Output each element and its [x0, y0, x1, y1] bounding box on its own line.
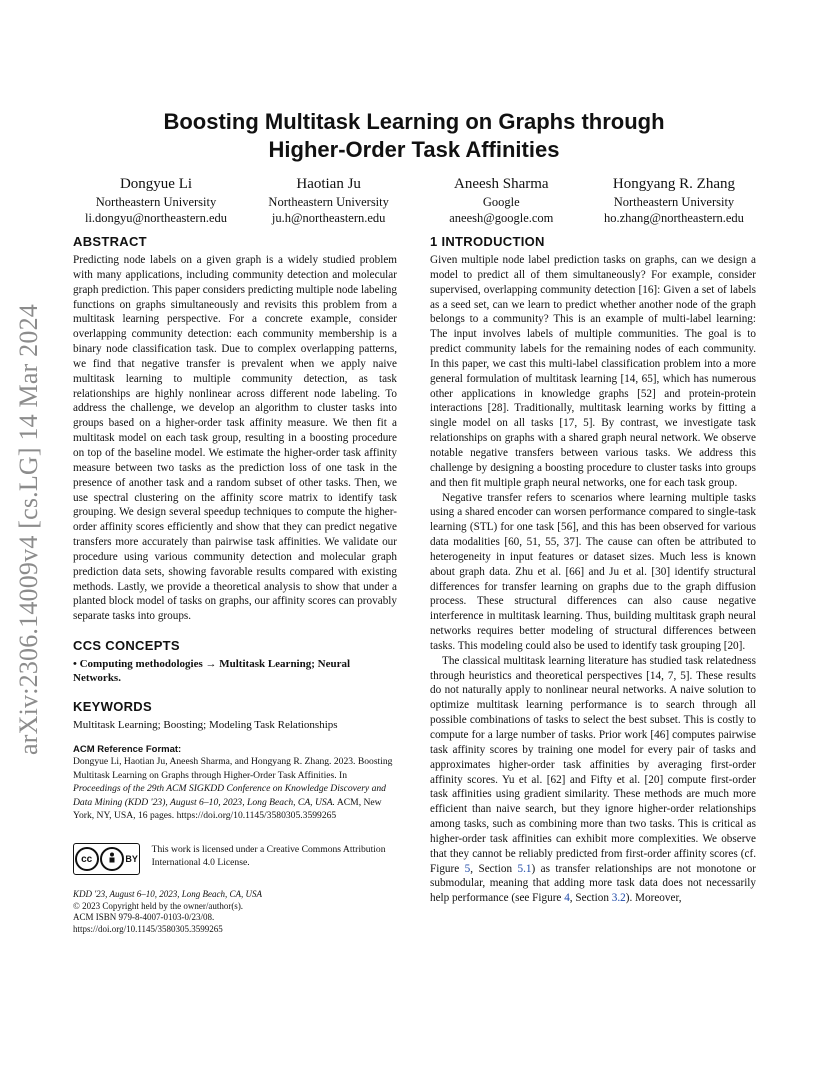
author-block	[70, 174, 242, 226]
intro-p3-part-b: , Section	[470, 862, 518, 875]
author-affiliation: Northeastern University	[268, 195, 389, 209]
author-block	[243, 174, 415, 226]
author-email: ju.h@northeastern.edu	[271, 211, 386, 225]
abstract-heading: ABSTRACT	[73, 234, 147, 249]
by-label: BY	[125, 854, 138, 865]
author-email: ho.zhang@northeastern.edu	[604, 211, 744, 225]
license-block	[73, 843, 397, 875]
author-email: aneesh@google.com	[449, 211, 554, 225]
paper-title	[100, 108, 728, 164]
author-name: Haotian Ju	[296, 176, 361, 192]
author-affiliation: Northeastern University	[95, 195, 217, 209]
footer-isbn: ACM ISBN 979-8-4007-0103-0/23/08.	[73, 912, 215, 923]
reference-format-text	[73, 755, 397, 823]
intro-p3-part-c: ) as transfer relationships are not monotone or submodular, meaning that adding more task data does not necessarily help performance (see Figure	[430, 862, 756, 905]
keywords-heading: KEYWORDS	[73, 699, 152, 715]
keywords-text: Multitask Learning; Boosting; Modeling Task Relationships	[73, 719, 338, 732]
license-text: This work is licensed under a Creative Commons Attribution International 4.0 License.	[151, 844, 386, 869]
author-block	[588, 174, 760, 226]
figure-5-link[interactable]: 5	[464, 862, 471, 875]
author-block	[415, 174, 587, 226]
creative-commons-badge	[73, 843, 140, 875]
ccs-text: • Computing methodologies → Multitask Learning; Neural Networks.	[73, 658, 351, 685]
intro-p3-part-e: ). Moreover,	[625, 892, 682, 905]
author-affiliation: Google	[482, 195, 520, 209]
reference-proceedings: Proceedings of the 29th ACM SIGKDD Conference on Knowledge Discovery and Data Mining (KDD '23), August 6–10, 2023, Long Beach, CA, USA.	[73, 783, 386, 808]
reference-format	[73, 744, 397, 823]
reference-line-1: Dongyue Li, Haotian Ju, Aneesh Sharma, and Hongyang R. Zhang. 2023. Boosting Multitask Learning on Graphs through Higher-Order Task Affinities. In	[73, 756, 393, 781]
intro-paragraph-1: Given multiple node label prediction tasks on graphs, can we design a model to predict all of them simultaneously? For example, consider supervised, overlapping community detection [16]: Given a set of labels as a seed set, can we learn to predict whether another node of the graph belongs to a community? This is an example of multi-label learning: The input involves labels of multiple communities. The goal is to predict community labels for the remaining nodes of each community. In this paper, we cast this multi-label classification problem into a more general formulation of multitask learning [14, 65], which has numerous other applications in knowledge graphs [52] and protein-protein interactions [28]. Traditionally, multitask learning works by fitting a single model on all tasks [17, 5]. By contrast, we investigate task relationships on graphs with a shared graph neural network. We observe notable negative transfers between various tasks. We address this challenge by designing a boosting procedure to cluster tasks into groups and then fit multiple graph neural networks, one for each task group.	[430, 254, 756, 489]
section-3-2-link[interactable]: 3.2	[611, 892, 626, 905]
intro-p3-part-a: The classical multitask learning literature has studied task relatedness through heuristics and theoretical perspectives [14, 7, 5]. These results do not naturally apply to nonlinear neural networks. A naive solution to optimize multitask learning performance is to search through all possible combinations of tasks to select the best subset. This is costly to compute for a large number of tasks. Prior work [46] computes pairwise task affinity scores by training one model for every pair of tasks and approximates higher-order task affinities by averaging first-order affinity scores. Yu et al. [62] and Fifty et al. [20] compute first-order task affinities using gradient similarity. These methods are much more efficient than naive search, but they ignore higher-order relationships among tasks, such as combining more than two tasks. This is critical as higher-order task affinities can exhibit more complexities. We observe that they cannot be reliably predicted from first-order affinity scores (cf. Figure	[430, 654, 756, 875]
reference-format-heading: ACM Reference Format:	[73, 744, 182, 756]
reference-line-2: ACM, New York, NY, USA, 16 pages. https://doi.org/10.1145/3580305.3599265	[73, 796, 382, 822]
author-affiliation: Northeastern University	[613, 195, 735, 209]
author-list	[70, 174, 760, 226]
abstract-text: Predicting node labels on a given graph is a widely studied problem with many applications, including community detection and molecular graph prediction. This paper considers predicting multiple node labeling functions on graphs simultaneously and revisits this problem from a multitask learning perspective. For a concrete example, consider overlapping community detection: each community membership is a binary node classification task. Due to complex overlapping patterns, we find that negative transfer is prevalent when we apply naive multitask learning to multiple community detection, as task relationships are highly nonlinear across different node labeling. To address the challenge, we develop an algorithm to cluster tasks into groups based on a higher-order task affinity measure. We then fit a multitask model on each task group, resulting in a boosting procedure on top of the baseline model. We estimate the higher-order task affinity measure between two tasks as the prediction loss of one task in the presence of another task and a random subset of other tasks. Then, we use spectral clustering on the affinity score matrix to identify task grouping. We design several speedup techniques to compute the higher-order affinity scores efficiently and show that they can predict negative transfers more accurately than pairwise task affinities. We validate our procedure using various community detection and molecular graph prediction data sets, showing favorable results compared with existing methods. Lastly, we provide a theoretical analysis to show that under a planted block model of tasks on graphs, our affinity scores can provably separate tasks into groups.	[73, 254, 397, 623]
footer-copyright: © 2023 Copyright held by the owner/author(s).	[73, 900, 244, 911]
section-5-1-link[interactable]: 5.1	[517, 862, 532, 875]
attribution-icon	[100, 847, 124, 871]
author-name: Aneesh Sharma	[454, 176, 549, 192]
author-email: li.dongyu@northeastern.edu	[84, 211, 228, 225]
intro-paragraph-2: Negative transfer refers to scenarios where learning multiple tasks using a shared encoder can worsen performance compared to single-task learning (STL) for one task [56], and this has been observed for various data modalities [60, 51, 55, 37]. The cause can often be attributed to heterogeneity in input features or dataset sizes. Much less is known about graph data. Zhu et al. [66] and Ju et al. [30] identify structural differences for transfer learning on graphs due to the graph diffusion process. These structural differences can also cause negative interference in multitask learning. Thus, building multitask graph neural networks requires better modeling of structural differences between tasks. This modeling could also be used to identify task grouping [20].	[430, 491, 756, 652]
intro-p3-part-d: , Section	[569, 892, 612, 905]
author-name: Dongyue Li	[119, 176, 193, 192]
footer-venue: KDD '23, August 6–10, 2023, Long Beach, CA, USA	[73, 889, 263, 900]
title-line-2: Higher-Order Task Affinities	[268, 137, 560, 162]
figure-4-link[interactable]: 4	[564, 892, 570, 905]
introduction-heading: 1 INTRODUCTION	[430, 234, 545, 249]
arxiv-identifier: arXiv:2306.14009v4 [cs.LG] 14 Mar 2024	[14, 304, 43, 755]
author-name: Hongyang R. Zhang	[612, 176, 735, 192]
intro-paragraph-3	[430, 654, 756, 906]
left-column	[73, 234, 397, 935]
cc-icon: cc	[75, 847, 99, 871]
footer	[73, 889, 397, 935]
title-line-1: Boosting Multitask Learning on Graphs through	[163, 109, 665, 134]
ccs-heading: CCS CONCEPTS	[73, 638, 180, 654]
footer-doi: https://doi.org/10.1145/3580305.3599265	[73, 923, 223, 934]
right-column	[430, 234, 756, 906]
